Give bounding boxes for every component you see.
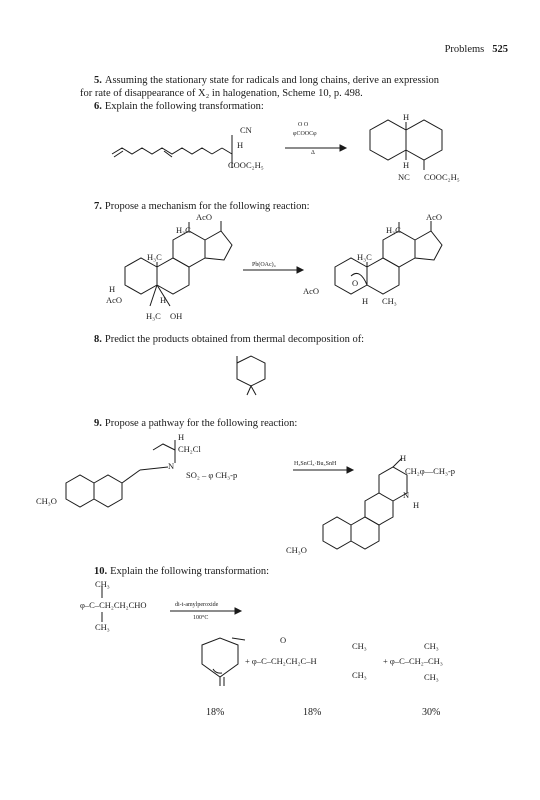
p9-pr-meo: CH₃O — [286, 545, 307, 555]
section-title: Problems — [444, 44, 485, 55]
p10-sm-ch3-top: CH₃ — [95, 579, 110, 589]
p7-pr-ch3: CH₃ — [382, 296, 397, 306]
problem-text: Explain the following transformation: — [104, 101, 264, 112]
p6-product-h-top: H — [403, 112, 410, 122]
p7-sm-h5: H — [160, 295, 167, 305]
problem-text: Propose a mechanism for the following reaction: — [104, 201, 310, 212]
p7-sm-ch3-19: H₃C — [147, 252, 162, 262]
p6-reagent: φCOOCφ — [293, 131, 317, 137]
p7-sm-ch3-c6: H₃C — [146, 311, 161, 321]
p10-p3-ch3-top: CH₃ — [424, 641, 439, 651]
p10-p2-ch3-bottom: CH₃ — [352, 670, 367, 680]
p6-arrow — [285, 145, 346, 151]
problem-text: Explain the following transformation: — [110, 566, 270, 577]
p10-product-macrocycle — [202, 638, 245, 686]
problem-text: Assuming the stationary state for radicals and long chains, derive an expression — [104, 75, 440, 86]
problem-text: Predict the products obtained from thermal decomposition of: — [104, 334, 365, 345]
p9-product — [323, 458, 410, 549]
problem-number: 10. — [94, 566, 108, 577]
p7-pr-ether-o: O — [352, 278, 359, 288]
p10-sm-ch3-bottom: CH₃ — [95, 622, 110, 632]
p6-h-label: H — [237, 140, 244, 150]
p6-product-h-bottom: H — [403, 160, 410, 170]
p7-pr-aco-top: AcO — [426, 212, 443, 222]
p9-starting-material — [66, 440, 175, 507]
yield-2: 18% — [303, 707, 322, 718]
problem-5-line2: for rate of disappearance of X₂ in halogenation, Scheme 10, p. 498. — [80, 88, 363, 99]
p6-condition: Δ — [311, 150, 315, 156]
problem-number: 6. — [94, 101, 102, 112]
p7-pr-ch3-18: H₃C — [386, 225, 401, 235]
p10-p3-chain: + φ–C–CH₂–CH₃ — [383, 656, 443, 666]
p6-cn-label: CN — [240, 125, 252, 135]
p6-reagent-top: O O — [298, 122, 309, 128]
p6-starting-chain — [112, 135, 232, 168]
p9-reagent: H₃SnCl₃·Bu₃SnH — [294, 461, 337, 467]
p7-sm-ch3-18: H₃C — [176, 225, 191, 235]
p9-sm-h: H — [178, 432, 185, 442]
p10-p3-ch3-bottom: CH₃ — [424, 672, 439, 682]
p7-sm-oh: OH — [170, 311, 183, 321]
problem-number: 9. — [94, 418, 102, 429]
p9-sm-meo: CH₃O — [36, 496, 57, 506]
p10-p2-carbonyl-o: O — [280, 635, 287, 645]
p7-sm-aco-top: AcO — [196, 212, 213, 222]
p8-peroxy-lactone — [237, 356, 265, 395]
p7-pr-h: H — [362, 296, 369, 306]
p7-pr-ch3-19: H₃C — [357, 252, 372, 262]
p6-product-ester: COOC₂H₅ — [424, 172, 460, 182]
problem-text: Propose a pathway for the following reaction: — [104, 418, 298, 429]
p10-p2-chain: + φ–C–CH₂CH₂C–H — [245, 656, 317, 666]
p9-pr-h: H — [400, 453, 407, 463]
p9-pr-nh: H — [413, 500, 420, 510]
p10-reagent: di-t-amylperoxide — [175, 602, 219, 608]
p9-sm-sulfonyl: SO₂ – φ CH₃-p — [186, 470, 238, 480]
problem-number: 5. — [94, 75, 102, 86]
yield-3: 30% — [422, 707, 441, 718]
p6-product-nc: NC — [398, 172, 410, 182]
p7-pr-aco: AcO — [303, 286, 320, 296]
p9-pr-n: N — [403, 490, 410, 500]
page-number: 525 — [492, 44, 508, 55]
p9-sm-n: N — [168, 461, 175, 471]
problem-number: 8. — [94, 334, 102, 345]
p9-arrow — [293, 467, 353, 473]
p9-sm-ch2cl: CH₂Cl — [178, 444, 201, 454]
problem-number: 7. — [94, 201, 102, 212]
p10-p2-ch3-top: CH₃ — [352, 641, 367, 651]
p7-reagent: Pb(OAc)₄ — [252, 262, 276, 268]
p10-sm-chain: φ–C–CH₂CH₂CHO — [80, 600, 147, 610]
p10-condition: 100°C — [193, 615, 209, 621]
p6-ester-label: COOC₂H₅ — [228, 160, 264, 170]
p7-sm-aco: AcO — [106, 295, 123, 305]
p10-arrow — [170, 608, 241, 614]
p9-pr-benzyl: CH₂φ—CH₃-p — [405, 466, 456, 476]
yield-1: 18% — [206, 707, 225, 718]
p7-sm-h: H — [109, 284, 116, 294]
